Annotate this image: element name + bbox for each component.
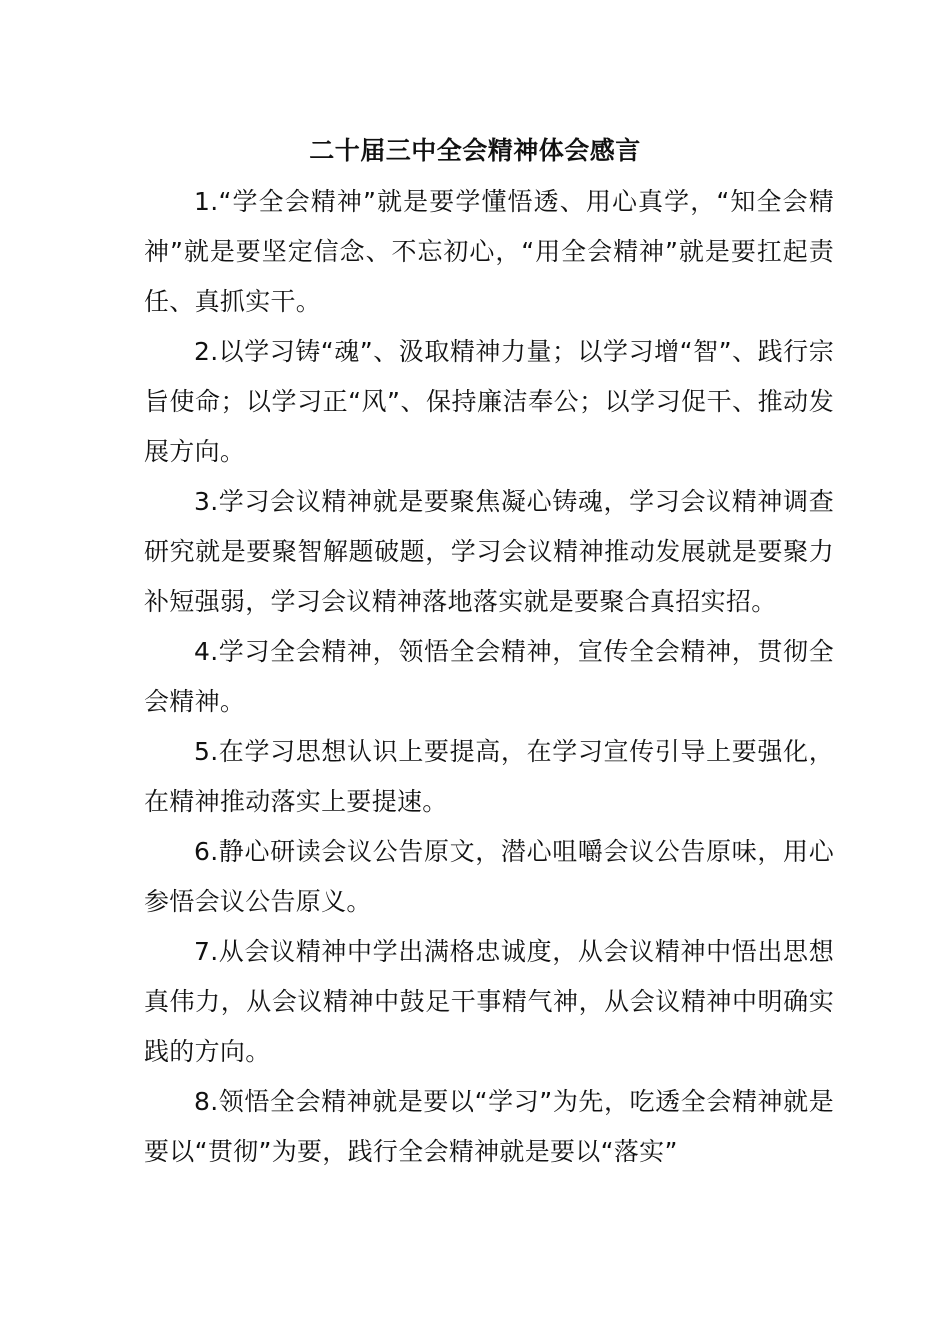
paragraph-7: 7.从会议精神中学出满格忠诚度，从会议精神中悟出思想真伟力，从会议精神中鼓足干事精气神，从会议精神中明确实践的方向。 [144,937,834,1066]
paragraph-4: 4.学习全会精神，领悟全会精神，宣传全会精神，贯彻全会精神。 [144,637,834,716]
paragraph-3: 3.学习会议精神就是要聚焦凝心铸魂，学习会议精神调查研究就是要聚智解题破题，学习会议精神推动发展就是要聚力补短强弱，学习会议精神落地落实就是要聚合真招实招。 [144,487,834,616]
paragraph-5: 5.在学习思想认识上要提高，在学习宣传引导上要强化，在精神推动落实上要提速。 [144,737,834,816]
paragraph-8: 8.领悟全会精神就是要以“学习”为先，吃透全会精神就是要以“贯彻”为要，践行全会精神就是要以“落实” [144,1087,834,1166]
document-title: 二十届三中全会精神体会感言 [309,136,641,165]
paragraph-6: 6.静心研读会议公告原文，潜心咀嚼会议公告原味，用心参悟会议公告原义。 [144,837,834,916]
paragraph-1: 1.“学全会精神”就是要学懂悟透、用心真学，“知全会精神”就是要坚定信念、不忘初心，“用全会精神”就是要扛起责任、真抓实干。 [144,187,834,316]
document-body [144,177,834,1177]
paragraph-2: 2.以学习铸“魂”、汲取精神力量；以学习增“智”、践行宗旨使命；以学习正“风”、保持廉洁奉公；以学习促干、推动发展方向。 [144,337,834,466]
